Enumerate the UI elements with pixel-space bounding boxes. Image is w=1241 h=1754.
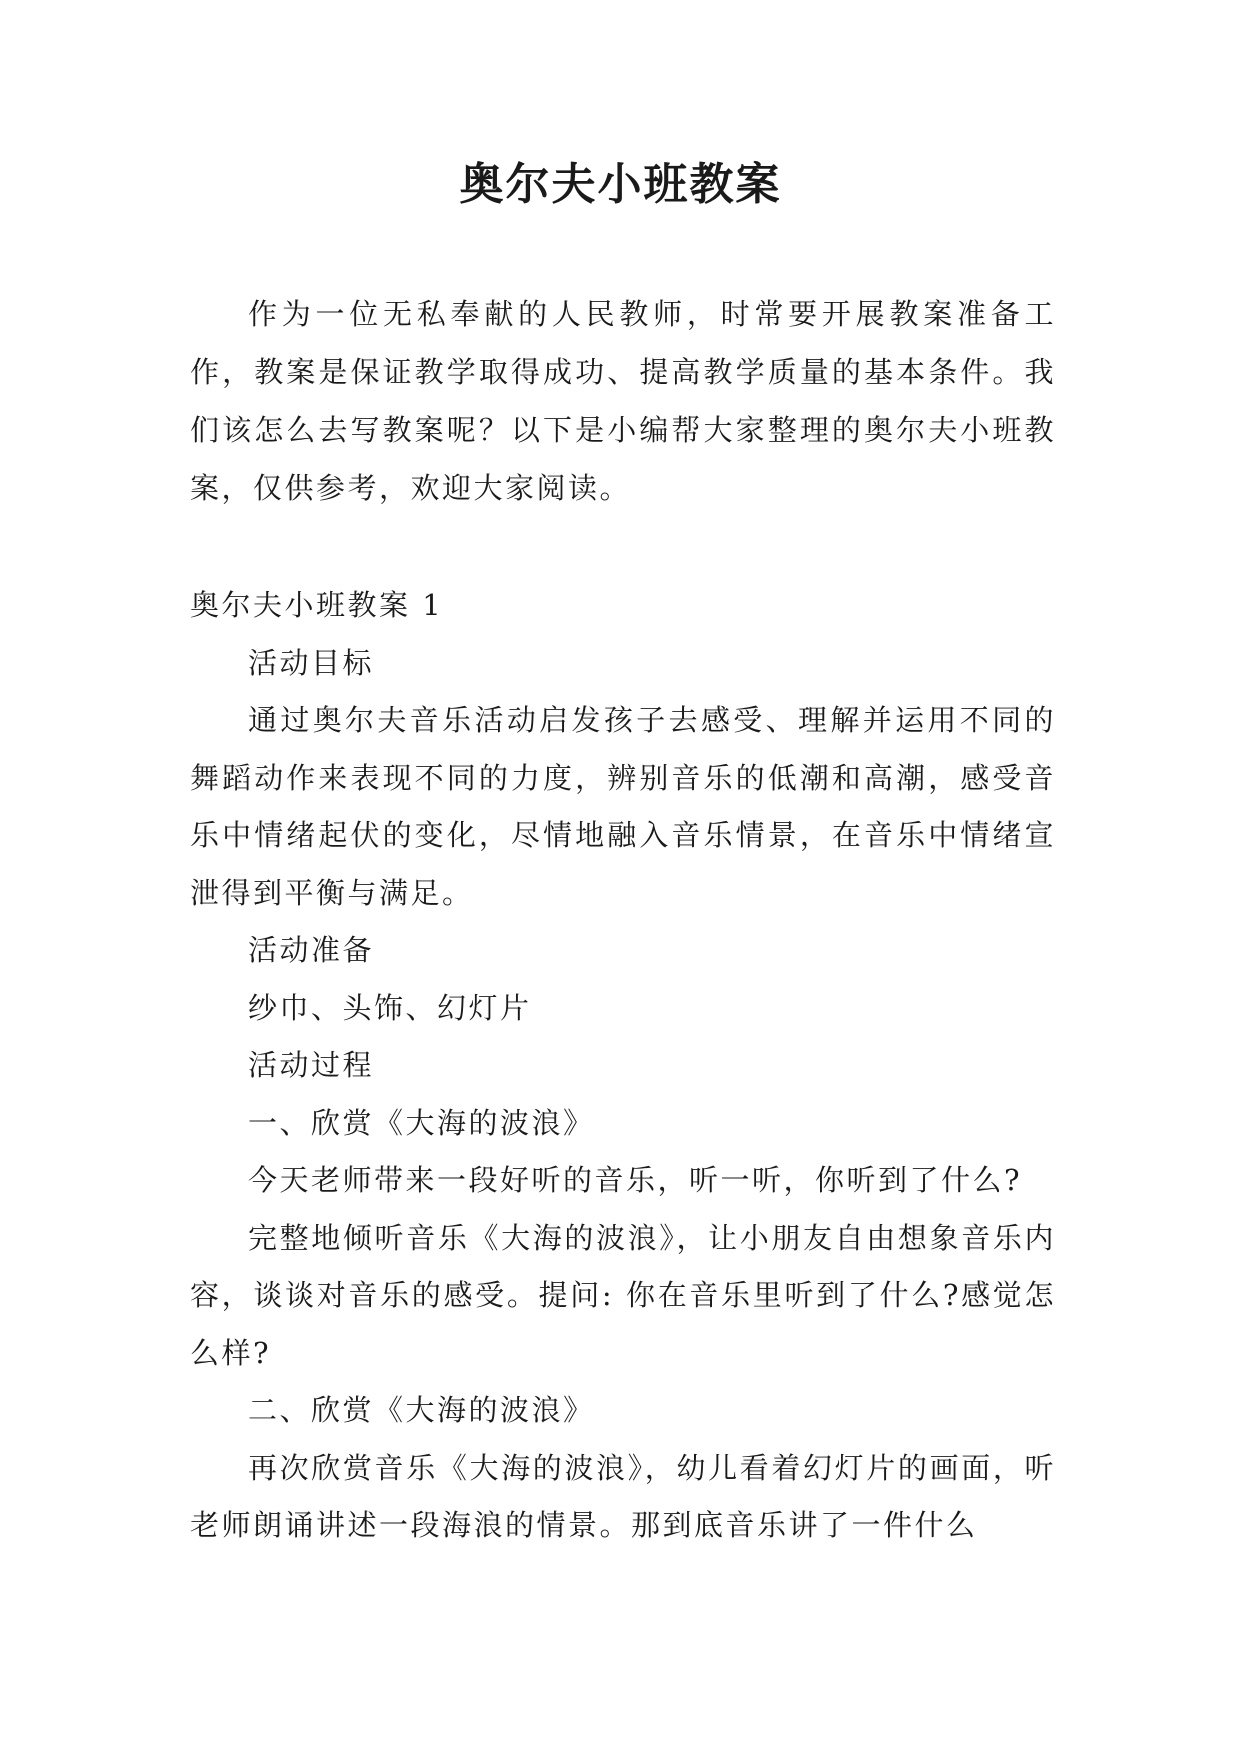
document-title: 奥尔夫小班教案 <box>459 159 782 210</box>
lesson-plan-section <box>190 577 1056 1555</box>
paragraph-listen-prompt: 今天老师带来一段好听的音乐，听一听，你听到了什么? <box>248 1163 1023 1197</box>
step-two-heading: 二、欣赏《大海的波浪》 <box>248 1393 595 1427</box>
heading-activity-goals: 活动目标 <box>248 645 375 680</box>
step-one-heading: 一、欣赏《大海的波浪》 <box>248 1105 595 1140</box>
heading-activity-process: 活动过程 <box>248 1048 375 1082</box>
section-title: 奥尔夫小班教案 1 <box>190 588 444 622</box>
paragraph-goals: 通过奥尔夫音乐活动启发孩子去感受、理解并运用不同的舞蹈动作来表现不同的力度，辨别音乐的低潮和高潮，感受音乐中情绪起伏的变化，尽情地融入音乐情景，在音乐中情绪宣泄得到平衡与满足。 <box>190 703 1056 910</box>
paragraph-full-listening: 完整地倾听音乐《大海的波浪》，让小朋友自由想象音乐内容，谈谈对音乐的感受。提问: 你在音乐里听到了什么?感觉怎么样? <box>190 1220 1056 1370</box>
paragraph-materials: 纱巾、头饰、幻灯片 <box>248 990 532 1025</box>
intro-block <box>190 285 1056 517</box>
paragraph-second-listening: 再次欣赏音乐《大海的波浪》，幼儿看着幻灯片的画面，听老师朗诵讲述一段海浪的情景。那到底音乐讲了一件什么 <box>190 1450 1056 1542</box>
heading-activity-preparation: 活动准备 <box>248 933 375 967</box>
intro-paragraph: 作为一位无私奉献的人民教师，时常要开展教案准备工作，教案是保证教学取得成功、提高教学质量的基本条件。我们该怎么去写教案呢？以下是小编帮大家整理的奥尔夫小班教案，仅供参考，欢迎大家阅读。 <box>190 297 1056 505</box>
